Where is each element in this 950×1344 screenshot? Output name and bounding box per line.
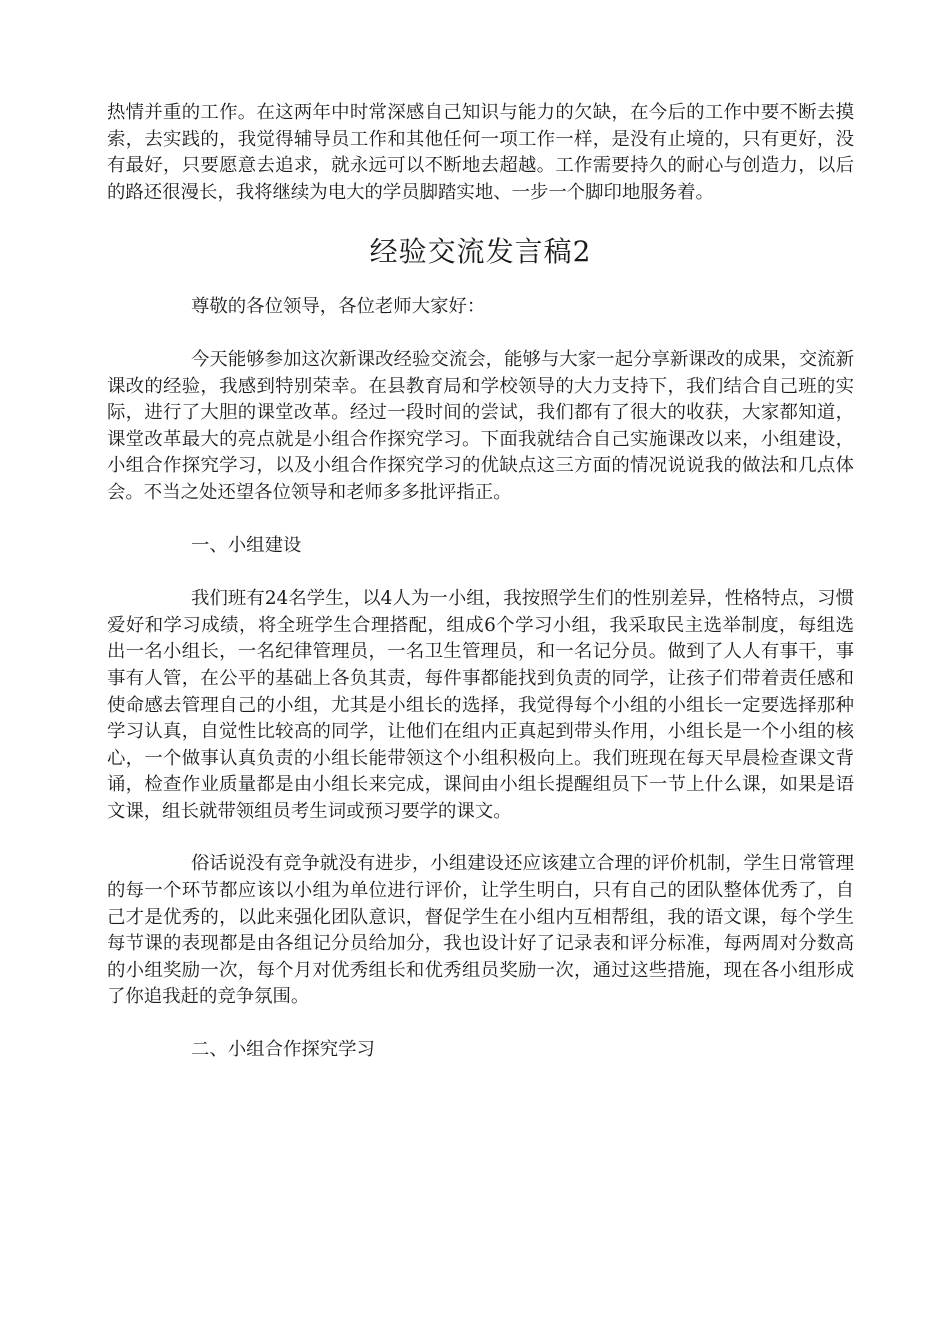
paragraph-evaluation: 俗话说没有竞争就没有进步，小组建设还应该建立合理的评价机制，学生日常管理的每一个环节都应该以小组为单位进行评价，让学生明白，只有自己的团队整体优秀了，自己才是优秀的，以此来强化团队意识，督促学生在小组内互相帮组，我的语文课，每个学生每节课的表现都是由各组记分员给加分，我也设计好了记录表和评分标准，每两周对分数高的小组奖励一次，每个月对优秀组长和优秀组员奖励一次，通过这些措施，现在各小组形成了你追我赶的竞争氛围。 (107, 853, 854, 1008)
document-page (107, 100, 854, 1091)
salutation: 尊敬的各位领导，各位老师大家好： (191, 296, 486, 318)
section-heading-group-building: 一、小组建设 (191, 534, 302, 556)
paragraph-opening: 今天能够参加这次新课改经验交流会，能够与大家一起分享新课改的成果，交流新课改的经验，我感到特别荣幸。在县教育局和学校领导的大力支持下，我们结合自己班的实际，进行了大胆的课堂改革。经过一段时间的尝试，我们都有了很大的收获，大家都知道，课堂改革最大的亮点就是小组合作探究学习。下面我就结合自己实施课改以来，小组建设，小组合作探究学习，以及小组合作探究学习的优缺点这三方面的情况说说我的做法和几点体会。不当之处还望各位领导和老师多多批评指正。 (107, 348, 854, 503)
document-title: 经验交流发言稿2 (369, 235, 592, 269)
paragraph-group-building: 我们班有24名学生，以4人为一小组，我按照学生们的性别差异，性格特点，习惯爱好和学习成绩，将全班学生合理搭配，组成6个学习小组，我采取民主选举制度，每组选出一名小组长，一名纪律管理员，一名卫生管理员，和一名记分员。做到了人人有事干，事事有人管，在公平的基础上各负其责，每件事都能找到负责的同学，让孩子们带着责任感和使命感去管理自己的小组，尤其是小组长的选择，我觉得每个小组的小组长一定要选择那种学习认真，自觉性比较高的同学，让他们在组内正真起到带头作用，小组长是一个小组的核心，一个做事认真负责的小组长能带领这个小组积极向上。我们班现在每天早晨检查课文背诵，检查作业质量都是由小组长来完成，课间由小组长提醒组员下一节上什么课，如果是语文课，组长就带领组员考生词或预习要学的课文。 (107, 588, 854, 822)
intro-paragraph: 热情并重的工作。在这两年中时常深感自己知识与能力的欠缺，在今后的工作中要不断去摸索，去实践的，我觉得辅导员工作和其他任何一项工作一样，是没有止境的，只有更好，没有最好，只要愿意去追求，就永远可以不断地去超越。工作需要持久的耐心与创造力，以后的路还很漫长，我将继续为电大的学员脚踏实地、一步一个脚印地服务着。 (107, 102, 854, 203)
section-heading-cooperative-learning: 二、小组合作探究学习 (191, 1039, 375, 1061)
